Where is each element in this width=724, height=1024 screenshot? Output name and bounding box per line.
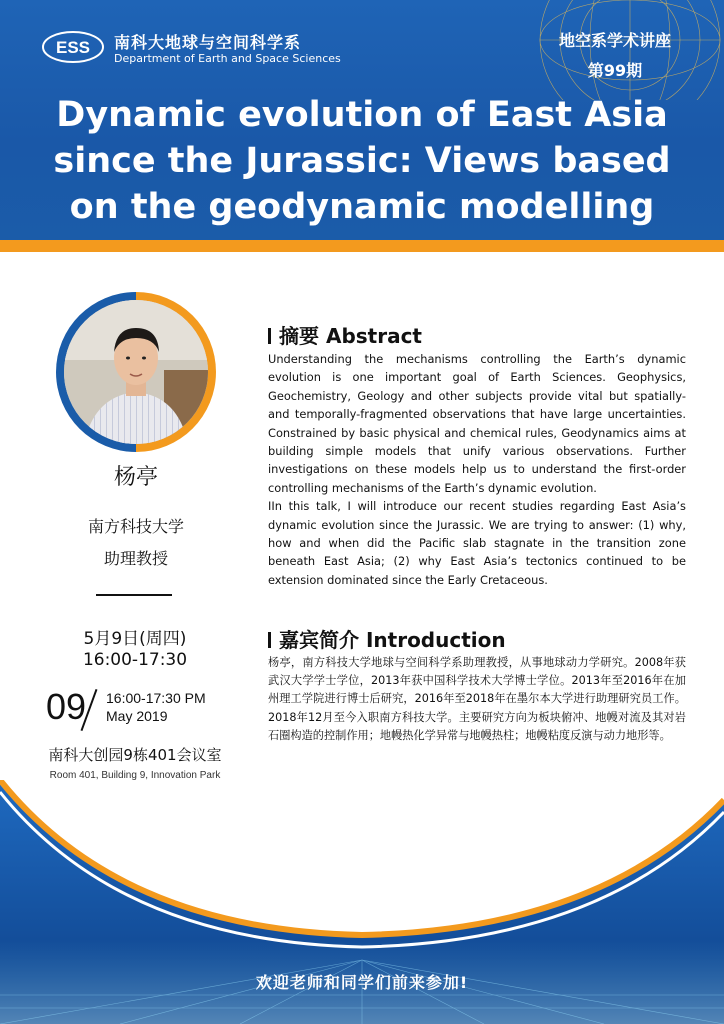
date-cn: 5月9日(周四) xyxy=(83,629,187,649)
abstract-heading-text: 摘要 Abstract xyxy=(279,324,422,348)
month-year-en: May 2019 xyxy=(106,708,168,724)
welcome-message: 欢迎老师和同学们前来参加! xyxy=(255,973,469,992)
introduction-body: 杨亭，南方科技大学地球与空间科学系助理教授，从事地球动力学研究。2008年获武汉大学学士学位，2013年获中国科学技术大学博士学位。2013年至2016年在加州理工学院进行博士后研究，2016年至2018年在墨尔本大学进行助理研究员工作。2018年12月至今入职南方科技大学。主要研究方向为板块俯冲、地幔对流及其对岩石圈构造的控制作用；地幔热化学异常与地幔热柱；地幔粘度反演与动力地形等。 xyxy=(268,656,686,742)
department-name-en: Department of Earth and Space Sciences xyxy=(114,52,341,65)
abstract-paragraph: Understanding the mechanisms controlling the Earth’s dynamic evolution is one important goal of Earth Sciences. Geophysics, Geochemistry, Geology and other subjects provide vital but spatially- and temporally-fragmented observations that have large uncertainties. Constrained by basic physical and chemical rules, Geodynamics aims at building simple models that unify various observations. Further investigations on these models help us to understand the first-order controlling mechanisms of the Earth’s dynamic evolution. xyxy=(268,352,686,495)
talk-title-line: since the Jurassic: Views based xyxy=(53,141,671,181)
time-en: 16:00-17:30 PM xyxy=(106,690,206,706)
talk-title xyxy=(20,92,704,230)
abstract-paragraph: IIn this talk, I will introduce our recent studies regarding East Asia’s dynamic evolution since the Jurassic. We are trying to answer: (1) why, how and when did the Pacific slab stagnate in the transition zone beneath East Asia; (2) why East Asia’s tectonics continued to be extension dominated since the Early Cretaceous. xyxy=(268,499,686,587)
lecture-issue-number: 第99期 xyxy=(587,61,643,80)
white-divider xyxy=(0,252,724,255)
introduction-heading xyxy=(268,624,506,653)
day-number: 09 xyxy=(46,686,87,727)
separator-line xyxy=(96,594,172,596)
svg-text:ESS: ESS xyxy=(55,38,91,57)
venue-cn: 南科大创园9栋401会议室 xyxy=(48,746,222,764)
venue-en: Room 401, Building 9, Innovation Park xyxy=(49,770,221,781)
orange-divider xyxy=(0,240,724,252)
speaker-photo xyxy=(64,300,208,444)
heading-bar-icon xyxy=(268,328,271,344)
department-name-cn: 南科大地球与空间科学系 xyxy=(114,33,302,52)
time-cn: 16:00-17:30 xyxy=(82,650,188,670)
speaker-position: 助理教授 xyxy=(103,549,168,568)
header-banner xyxy=(0,0,724,240)
sustech-ess-logo xyxy=(40,30,106,64)
heading-bar-icon xyxy=(268,632,271,648)
speaker-photo-illustration xyxy=(64,300,208,444)
speaker-name: 杨亭 xyxy=(113,465,158,490)
introduction-heading-text: 嘉宾简介 Introduction xyxy=(279,628,506,652)
abstract-heading xyxy=(268,320,422,349)
talk-title-line: Dynamic evolution of East Asia xyxy=(56,95,668,135)
talk-title-line: on the geodynamic modelling xyxy=(69,187,655,227)
abstract-body xyxy=(268,350,686,589)
lecture-series-name: 地空系学术讲座 xyxy=(558,31,671,50)
speaker-affiliation: 南方科技大学 xyxy=(87,517,184,536)
